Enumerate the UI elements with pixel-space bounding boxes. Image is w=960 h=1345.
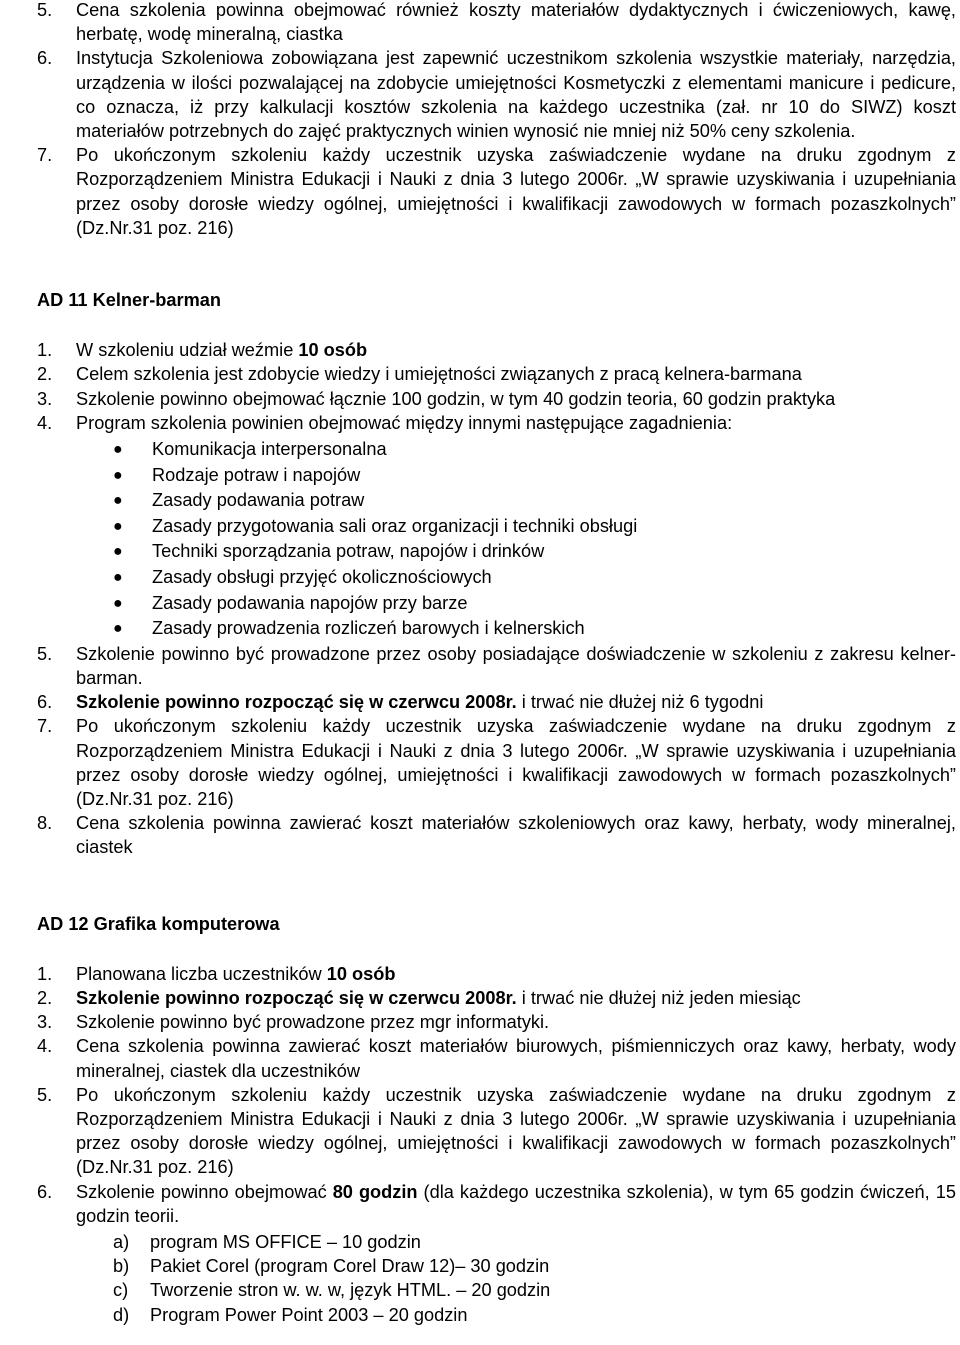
item-text: Po ukończonym szkoleniu każdy uczestnik uzyska zaświadczenie wydane na druku zgodnym z Rozporządzeniem Ministra Edukacji i Nauki z dnia 3 lutego 2006r. „W sprawie uzyskiwania i uzupełniania przez osoby dorosłe wiedzy ogólnej, umiejętności i kwalifikacji zawodowych w formach pozaszkolnych” (Dz.Nr.31 poz. 216) (76, 716, 956, 810)
sub-item (113, 1303, 956, 1327)
item-number: 2. (37, 988, 53, 1009)
item-number: 6. (37, 692, 53, 713)
bullet-text: Zasady podawania potraw (152, 490, 365, 511)
list-item (37, 1034, 956, 1082)
bullet-item (113, 591, 956, 617)
item-text (76, 962, 956, 986)
sub-item (113, 1254, 956, 1278)
item-number: 4. (37, 1036, 53, 1057)
item-number: 4. (37, 412, 53, 433)
bullet-item (113, 539, 956, 565)
list-item (37, 1010, 956, 1034)
sub-item-label: a) (113, 1232, 130, 1253)
bullet-text: Techniki sporządzania potraw, napojów i drinków (152, 541, 545, 562)
list-item (37, 811, 956, 859)
bullet-text: Komunikacja interpersonalna (152, 439, 387, 460)
list-item (37, 0, 956, 46)
item-text (76, 986, 956, 1010)
item-text (76, 1180, 956, 1228)
bullet-item (113, 514, 956, 540)
list-item (37, 338, 956, 362)
item-text: Cena szkolenia powinna obejmować również koszty materiałów dydaktycznych i ćwiczeniowych, kawę, herbatę, wodę mineralną, ciastka (76, 0, 956, 45)
item-text-plain: Szkolenie powinno obejmować (76, 1181, 333, 1202)
item-text-bold: Szkolenie powinno rozpocząć się w czerwcu 2008r. (76, 692, 517, 713)
list-item (37, 714, 956, 811)
item-text: Cena szkolenia powinna zawierać koszt materiałów biurowych, piśmienniczych oraz kawy, herbaty, wody mineralnej, ciastek dla uczestników (76, 1036, 956, 1081)
bullet-item (113, 463, 956, 489)
list-item (37, 143, 956, 240)
item-number: 3. (37, 1012, 53, 1033)
item-text (76, 690, 956, 714)
sub-item-label: b) (113, 1256, 130, 1277)
sub-item-text: Program Power Point 2003 – 20 godzin (150, 1304, 468, 1325)
item-number: 3. (37, 388, 53, 409)
bullet-icon: ● (113, 492, 123, 510)
list-item (37, 690, 956, 714)
list-item (37, 362, 956, 386)
item-text: Celem szkolenia jest zdobycie wiedzy i umiejętności związanych z pracą kelnera-barmana (76, 364, 802, 385)
list-item (37, 962, 956, 986)
bullet-text: Zasady obsługi przyjęć okolicznościowych (152, 567, 492, 588)
bullet-icon: ● (113, 569, 123, 587)
bullet-text: Zasady podawania napojów przy barze (152, 592, 468, 613)
sub-list (37, 1230, 956, 1327)
item-number: 5. (37, 643, 53, 664)
list-item (37, 1180, 956, 1228)
item-number: 7. (37, 716, 53, 737)
sub-item (113, 1230, 956, 1254)
bullet-icon: ● (113, 620, 123, 638)
item-text: Szkolenie powinno być prowadzone przez mgr informatyki. (76, 1012, 550, 1033)
item-text-plain: (dla każdego uczestnika szkolenia), w tym 65 godzin ćwiczeń, 15 godzin teorii. (76, 1181, 956, 1226)
item-text: Cena szkolenia powinna zawierać koszt materiałów szkoleniowych oraz kawy, herbaty, wody mineralnej, ciastek (76, 813, 956, 858)
list-item (37, 46, 956, 143)
sub-item-label: c) (113, 1280, 129, 1301)
bullet-item (113, 437, 956, 463)
bullet-icon: ● (113, 517, 123, 535)
bullet-icon: ● (113, 466, 123, 484)
bullet-text: Zasady przygotowania sali oraz organizacji i techniki obsługi (152, 515, 638, 536)
sub-item-text: Tworzenie stron w. w. w, język HTML. – 20 godzin (150, 1280, 551, 1301)
item-text: Po ukończonym szkoleniu każdy uczestnik uzyska zaświadczenie wydane na druku zgodnym z Rozporządzeniem Ministra Edukacji i Nauki z dnia 3 lutego 2006r. „W sprawie uzyskiwania i uzupełniania przez osoby dorosłe wiedzy ogólnej, umiejętności i kwalifikacji zawodowych w formach pozaszkolnych” (Dz.Nr.31 poz. 216) (76, 1084, 956, 1178)
list-item (37, 986, 956, 1010)
sub-item-text: Pakiet Corel (program Corel Draw 12)– 30 godzin (150, 1256, 550, 1277)
item-text (76, 338, 956, 362)
item-text-plain: i trwać nie dłużej niż jeden miesiąc (516, 988, 801, 1009)
bullet-icon: ● (113, 543, 123, 561)
bullet-icon: ● (113, 441, 123, 459)
item-number: 6. (37, 1181, 53, 1202)
item-number: 7. (37, 145, 53, 166)
item-text-plain: Planowana liczba uczestników (76, 963, 327, 984)
list-item (37, 411, 956, 435)
section-heading-ad11: AD 11 Kelner-barman (37, 290, 221, 311)
item-number: 5. (37, 1084, 53, 1105)
item-text-plain: i trwać nie dłużej niż 6 tygodni (516, 692, 764, 713)
bullet-text: Rodzaje potraw i napojów (152, 464, 361, 485)
item-number: 6. (37, 48, 53, 69)
bullet-list (37, 437, 956, 642)
bullet-text: Zasady prowadzenia rozliczeń barowych i kelnerskich (152, 618, 585, 639)
list-item (37, 642, 956, 690)
item-number: 1. (37, 963, 53, 984)
item-text-plain: W szkoleniu udział weźmie (76, 340, 299, 361)
item-text-bold: 80 godzin (332, 1181, 418, 1202)
item-number: 8. (37, 813, 53, 834)
item-text-bold: 10 osób (298, 340, 368, 361)
item-text: Po ukończonym szkoleniu każdy uczestnik uzyska zaświadczenie wydane na druku zgodnym z Rozporządzeniem Ministra Edukacji i Nauki z dnia 3 lutego 2006r. „W sprawie uzyskiwania i uzupełniania przez osoby dorosłe wiedzy ogólnej, umiejętności i kwalifikacji zawodowych w formach pozaszkolnych” (Dz.Nr.31 poz. 216) (76, 145, 956, 238)
item-text: Szkolenie powinno być prowadzone przez osoby posiadające doświadczenie w szkoleniu z zakresu kelner-barman. (76, 643, 956, 688)
item-number: 1. (37, 340, 53, 361)
item-number: 5. (37, 0, 53, 20)
section-heading-ad12: AD 12 Grafika komputerowa (37, 913, 280, 934)
sub-item (113, 1278, 956, 1302)
item-text: Szkolenie powinno obejmować łącznie 100 godzin, w tym 40 godzin teoria, 60 godzin praktyka (76, 388, 836, 409)
sub-item-label: d) (113, 1304, 130, 1325)
item-text: Instytucja Szkoleniowa zobowiązana jest zapewnić uczestnikom szkolenia wszystkie materiały, narzędzia, urządzenia w ilości pozwalającej na zdobycie umiejętności Kosmetyczki z elementami manicure i pedicure, co oznacza, iż przy kalkulacji kosztów szkolenia na każdego uczestnika (zał. nr 10 do SIWZ) koszt materiałów potrzebnych do zajęć praktycznych winien wynosić nie mniej niż 50% ceny szkolenia. (76, 48, 956, 142)
item-text: Program szkolenia powinien obejmować między innymi następujące zagadnienia: (76, 412, 733, 433)
bullet-icon: ● (113, 594, 123, 612)
item-text-bold: 10 osób (326, 963, 396, 984)
bullet-item (113, 565, 956, 591)
bullet-item (113, 616, 956, 642)
list-item (37, 387, 956, 411)
bullet-item (113, 488, 956, 514)
list-item (37, 1083, 956, 1180)
item-number: 2. (37, 364, 53, 385)
sub-item-text: program MS OFFICE – 10 godzin (150, 1232, 421, 1253)
item-text-bold: Szkolenie powinno rozpocząć się w czerwcu 2008r. (76, 988, 517, 1009)
